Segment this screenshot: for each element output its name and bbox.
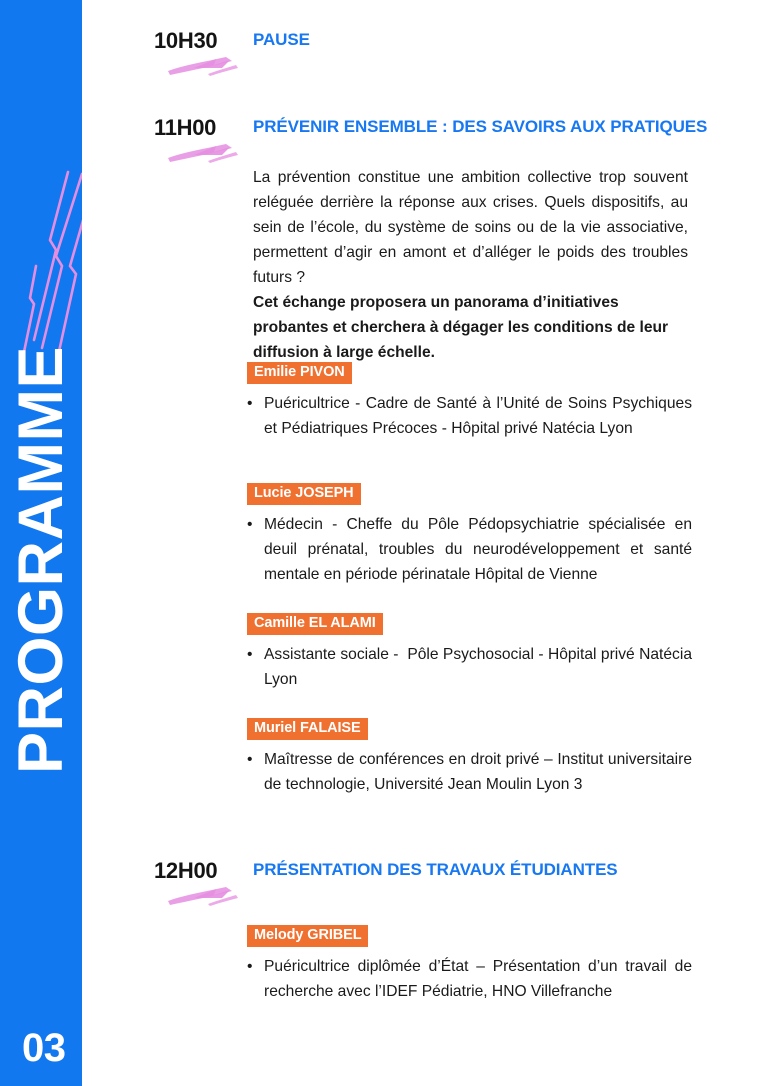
speaker-role-row: [247, 747, 697, 797]
speaker-role: Médecin - Cheffe du Pôle Pédopsychiatrie spécialisée en deuil prénatal, troubles du neurodéveloppement et santé mentale en période périnatale Hôpital de Vienne: [264, 515, 697, 583]
bullet-icon: •: [247, 394, 253, 412]
slot-header: [82, 30, 768, 74]
bullet-icon: •: [247, 645, 253, 663]
bullet-icon: •: [247, 957, 253, 975]
bullet-icon: •: [247, 750, 253, 768]
slot-time: 10H30: [154, 28, 218, 53]
time-squiggle-decoration: [164, 52, 242, 78]
bullet-icon: •: [247, 515, 253, 533]
speaker-role: Puéricultrice - Cadre de Santé à l’Unité de Soins Psychiques et Pédiatriques Précoces - Hôpital privé Natécia Lyon: [264, 394, 697, 437]
speaker-role: Assistante sociale - Pôle Psychosocial - Hôpital privé Natécia Lyon: [264, 645, 697, 688]
sidebar: [0, 0, 82, 1086]
slot-title: PRÉSENTATION DES TRAVAUX ÉTUDIANTES: [253, 860, 618, 879]
page-number: 03: [22, 1026, 66, 1070]
speaker-name-badge: Muriel FALAISE: [247, 718, 368, 740]
schedule-slot-11h00: [82, 117, 768, 161]
sidebar-title: PROGRAMME: [6, 346, 76, 774]
schedule-slot-10h30: [82, 30, 768, 74]
speaker-role-row: [247, 642, 697, 692]
slot-title: PRÉVENIR ENSEMBLE : DES SAVOIRS AUX PRATIQUES: [253, 117, 708, 136]
speaker-role: Puéricultrice diplômée d’État – Présentation d’un travail de recherche avec l’IDEF Pédiatrie, HNO Villefranche: [264, 957, 697, 1000]
schedule-slot-12h00: [82, 860, 768, 904]
slot-title: PAUSE: [253, 30, 310, 49]
speaker-role: Maîtresse de conférences en droit privé – Institut universitaire de technologie, Université Jean Moulin Lyon 3: [264, 750, 697, 793]
speaker-name-badge: Lucie JOSEPH: [247, 483, 361, 505]
speaker-name-badge: Melody GRIBEL: [247, 925, 368, 947]
speaker-role-row: [247, 391, 697, 441]
speaker-entry: [247, 613, 697, 692]
slot-header: [82, 860, 768, 904]
session-paragraph-bold: Cet échange proposera un panorama d’initiatives probantes et cherchera à dégager les conditions de leur diffusion à large échelle.: [253, 294, 669, 361]
programme-content: [82, 0, 768, 1086]
slot-time: 12H00: [154, 858, 218, 883]
session-paragraph: La prévention constitue une ambition collective trop souvent reléguée derrière la réponse aux crises. Quels dispositifs, au sein de l’école, du système de soins ou de la vie associative, permettent d’agir en amont et d’alléger le poids des troubles futurs ?: [253, 169, 688, 286]
speaker-entry: [247, 718, 697, 797]
time-squiggle-decoration: [164, 139, 242, 165]
speaker-entry: [247, 362, 697, 441]
speaker-name-badge: Emilie PIVON: [247, 362, 352, 384]
slot-time: 11H00: [154, 115, 217, 140]
speaker-role-row: [247, 512, 697, 587]
speaker-role-row: [247, 954, 697, 1004]
time-squiggle-decoration: [164, 882, 242, 908]
speaker-entry: [247, 925, 697, 1004]
slot-header: [82, 117, 768, 161]
speaker-entry: [247, 483, 697, 587]
session-description: [253, 165, 688, 365]
speaker-name-badge: Camille EL ALAMI: [247, 613, 383, 635]
